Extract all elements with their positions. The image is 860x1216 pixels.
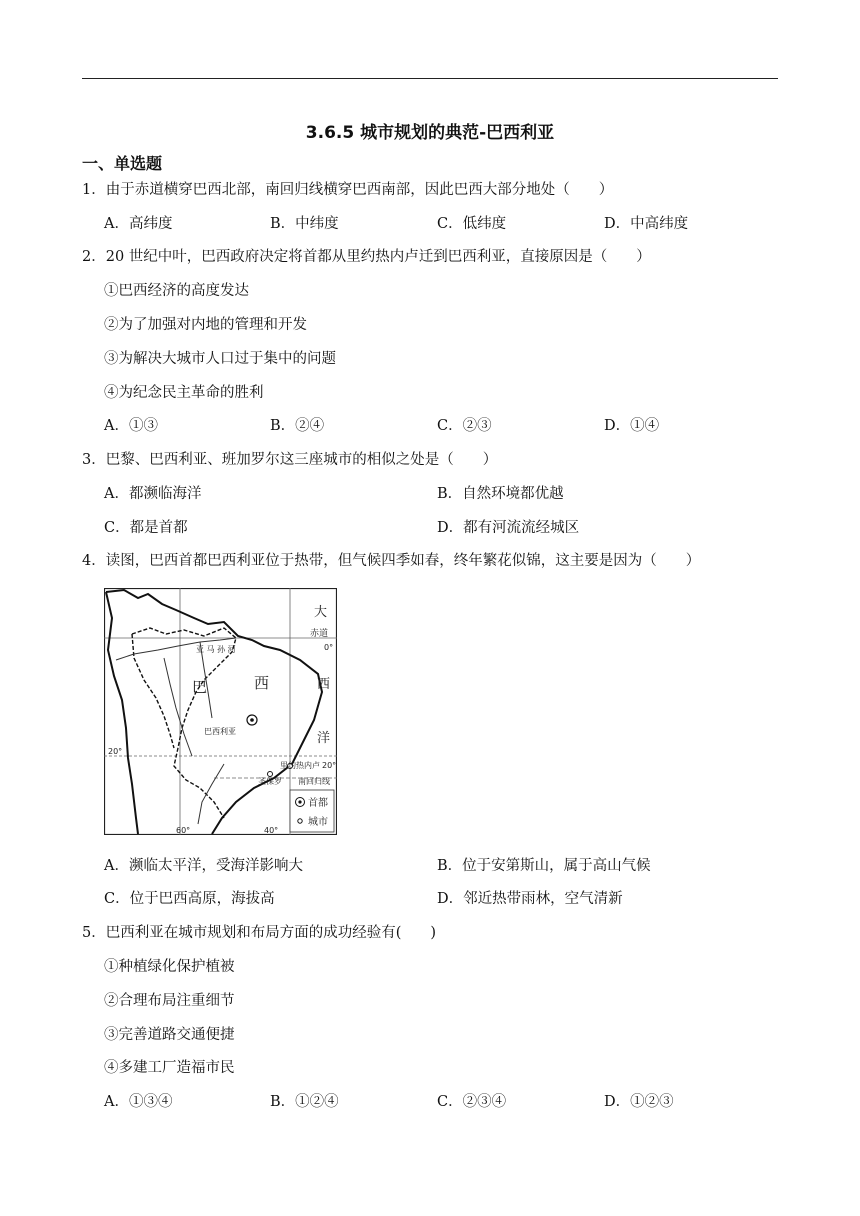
q5-item-2: ②合理布局注重细节 (104, 993, 235, 1009)
q5-option-a[interactable]: A．①③④ (104, 1094, 173, 1110)
map-label-rio: 里约热内卢 (280, 761, 320, 770)
map-label-deg20r: 20° (322, 761, 337, 770)
q5-item-3: ③完善道路交通便捷 (104, 1027, 235, 1043)
q4-option-c[interactable]: C．位于巴西高原，海拔高 (104, 891, 275, 907)
q5-option-d[interactable]: D．①②③ (604, 1094, 674, 1110)
q2-option-c[interactable]: C．②③ (437, 418, 492, 434)
legend-city-icon (298, 819, 302, 823)
page-title: 3.6.5 城市规划的典范-巴西利亚 (305, 123, 555, 143)
q4-option-a[interactable]: A．濒临太平洋，受海洋影响大 (104, 858, 303, 874)
q3-option-a[interactable]: A．都濒临海洋 (104, 486, 202, 502)
q2-item-2: ②为了加强对内地的管理和开发 (104, 317, 307, 333)
q5-item-4: ④多建工厂造福市民 (104, 1060, 235, 1076)
header-rule (82, 78, 778, 79)
question-4-stem: 4．读图，巴西首都巴西利亚位于热带，但气候四季如春，终年繁花似锦，这主要是因为（ ） (82, 553, 701, 569)
q3-option-d[interactable]: D．都有河流流经城区 (437, 520, 580, 536)
map-label-deg60: 60° (176, 826, 191, 835)
q1-option-a[interactable]: A．高纬度 (104, 216, 173, 232)
map-label-deg40: 40° (264, 826, 279, 835)
question-1-stem: 1．由于赤道横穿巴西北部，南回归线横穿巴西南部，因此巴西大部分地处（ ） (82, 182, 614, 198)
q5-option-c[interactable]: C．②③④ (437, 1094, 507, 1110)
q2-item-3: ③为解决大城市人口过于集中的问题 (104, 351, 336, 367)
question-3-stem: 3．巴黎、巴西利亚、班加罗尔这三座城市的相似之处是（ ） (82, 452, 498, 468)
q1-option-d[interactable]: D．中高纬度 (604, 216, 689, 232)
map-label-brasilia: 巴西利亚 (204, 727, 236, 736)
saopaulo-city-icon (268, 772, 273, 777)
map-label-xi: 西 (254, 674, 270, 692)
map-label-deg0: 0° (324, 643, 334, 652)
q3-option-c[interactable]: C．都是首都 (104, 520, 188, 536)
q2-item-4: ④为纪念民主革命的胜利 (104, 385, 264, 401)
map-label-ocean3: 洋 (317, 731, 331, 746)
q4-option-b[interactable]: B．位于安第斯山，属于高山气候 (437, 858, 651, 874)
q2-item-1: ①巴西经济的高度发达 (104, 283, 249, 299)
brazil-map (104, 588, 337, 835)
legend-city-label: 城市 (308, 817, 328, 828)
q2-option-a[interactable]: A．①③ (104, 418, 158, 434)
q1-option-b[interactable]: B．中纬度 (270, 216, 339, 232)
q1-option-c[interactable]: C．低纬度 (437, 216, 507, 232)
map-label-saopaulo: 圣保罗 (258, 777, 282, 786)
q5-item-1: ①种植绿化保护植被 (104, 959, 235, 975)
map-label-tropic: 南回归线 (298, 777, 330, 786)
map-label-ba: 巴 (192, 678, 208, 696)
q3-option-b[interactable]: B．自然环境都优越 (437, 486, 564, 502)
question-2-stem: 2．20 世纪中叶，巴西政府决定将首都从里约热内卢迁到巴西利亚，直接原因是（ ） (82, 249, 651, 265)
map-label-ocean1: 大 (314, 605, 328, 620)
q4-option-d[interactable]: D．邻近热带雨林，空气清新 (437, 891, 623, 907)
map-label-ocean2: 西 (317, 677, 331, 692)
map-label-amazon: 亚 马 孙 河 (196, 645, 236, 654)
legend-capital-label: 首都 (308, 798, 328, 809)
question-5-stem: 5．巴西利亚在城市规划和布局方面的成功经验有( ) (82, 925, 437, 941)
q2-option-d[interactable]: D．①④ (604, 418, 660, 434)
q5-option-b[interactable]: B．①②④ (270, 1094, 339, 1110)
q2-option-b[interactable]: B．②④ (270, 418, 325, 434)
map-label-equator: 赤道 (310, 629, 329, 639)
section-heading: 一、单选题 (82, 154, 163, 173)
map-label-deg20l: 20° (108, 747, 123, 756)
